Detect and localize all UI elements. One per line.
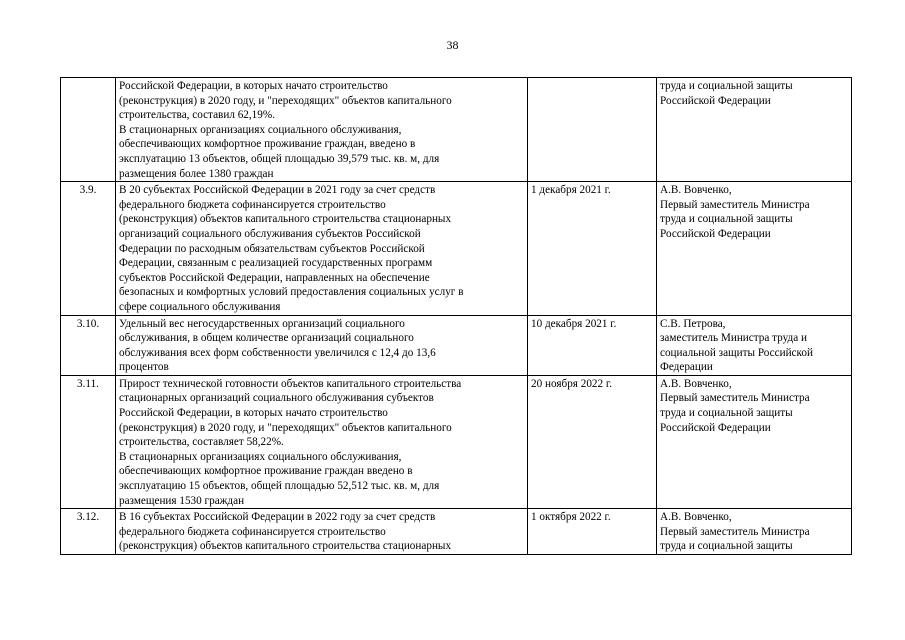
row-number [61,78,116,182]
table-row [61,315,852,375]
deadline-date: 20 ноября 2022 г. [528,375,657,508]
table-row [61,182,852,315]
row-number: 3.11. [61,375,116,508]
deadline-date: 1 октября 2022 г. [528,509,657,555]
measure-text: Российской Федерации, в которых начато строительство (реконструкция) в 2020 году, и "переходящих" объектов капитального строительства, составил 62,19%. В стационарных организациях социального обслуживания, обеспечивающих комфортное проживание граждан, введено в эксплуатацию 13 объектов, общей площадью 39,579 тыс. кв. м, для размещения более 1380 граждан [116,78,528,182]
responsible-person: труда и социальной защиты Российской Федерации [657,78,852,182]
responsible-person: А.В. Вовченко, Первый заместитель Министра труда и социальной защиты Российской Федерации [657,182,852,315]
row-number: 3.10. [61,315,116,375]
measure-text: В 16 субъектах Российской Федерации в 2022 году за счет средств федерального бюджета софинансируется строительство (реконструкция) объектов капитального строительства стационарных [116,509,528,555]
table-row [61,375,852,508]
measure-text: Удельный вес негосударственных организаций социального обслуживания, в общем количестве организаций социального обслуживания всех форм собственности увеличился с 12,4 до 13,6 процентов [116,315,528,375]
row-number: 3.12. [61,509,116,555]
row-number: 3.9. [61,182,116,315]
page-number: 38 [446,38,459,52]
measure-text: В 20 субъектах Российской Федерации в 2021 году за счет средств федерального бюджета софинансируется строительство (реконструкция) объектов капитального строительства стационарных организаций социального обслуживания субъектов Российской Федерации по расходным обязательствам субъектов Российской Федерации, связанным с реализацией государственных программ субъектов Российской Федерации, направленных на обеспечение безопасных и комфортных условий предоставления социальных услуг в сфере социального обслуживания [116,182,528,315]
deadline-date [528,78,657,182]
responsible-person: А.В. Вовченко, Первый заместитель Министра труда и социальной защиты [657,509,852,555]
deadline-date: 10 декабря 2021 г. [528,315,657,375]
table-row [61,509,852,555]
responsible-person: А.В. Вовченко, Первый заместитель Министра труда и социальной защиты Российской Федерации [657,375,852,508]
measure-text: Прирост технической готовности объектов капитального строительства стационарных организаций социального обслуживания субъектов Российской Федерации, в которых начато строительство (реконструкция) в 2020 году, и "переходящих" объектов капитального строительства, составляет 58,22%. В стационарных организациях социального обслуживания, обеспечивающих комфортное проживание граждан введено в эксплуатацию 15 объектов, общей площадью 52,512 тыс. кв. м, для размещения 1530 граждан [116,375,528,508]
responsible-person: С.В. Петрова, заместитель Министра труда и социальной защиты Российской Федерации [657,315,852,375]
deadline-date: 1 декабря 2021 г. [528,182,657,315]
measures-table [60,77,852,555]
table-row [61,78,852,182]
